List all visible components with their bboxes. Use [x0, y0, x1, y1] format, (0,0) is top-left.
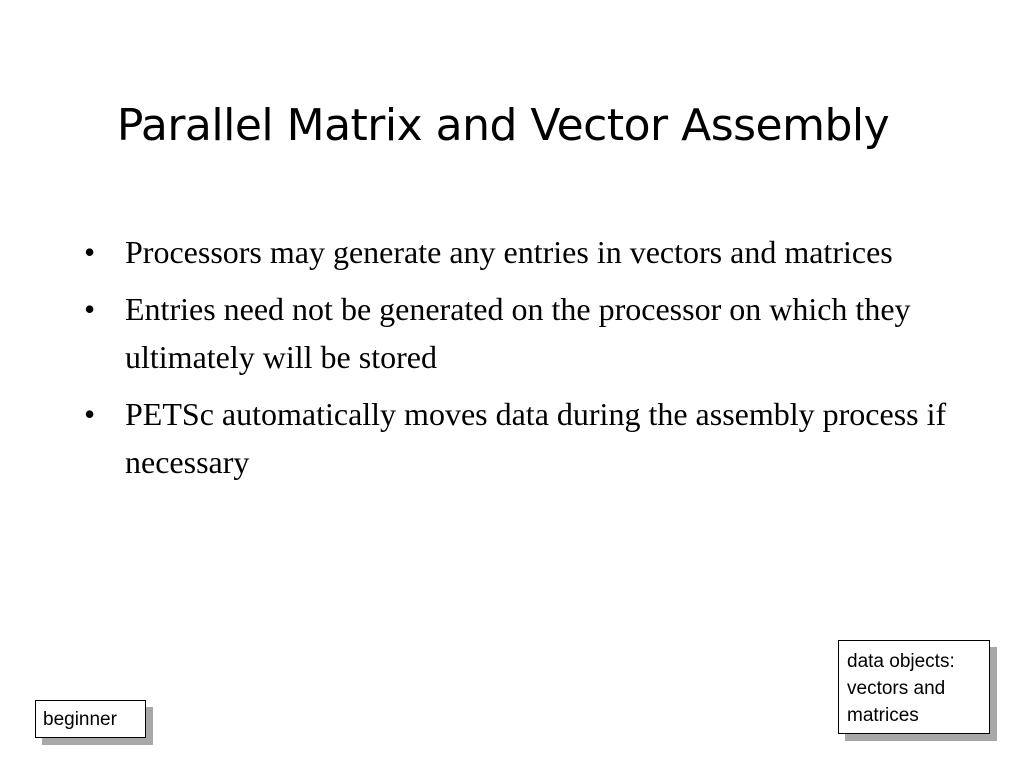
level-tag: beginner — [35, 700, 146, 738]
bullet-text: Entries need not be generated on the processor on which they ultimately will be stored — [125, 291, 911, 375]
bullet-item — [84, 285, 964, 381]
bullet-marker: • — [84, 291, 96, 327]
category-tag: data objects: vectors and matrices — [838, 640, 990, 734]
slide-title: Parallel Matrix and Vector Assembly — [116, 100, 890, 151]
bullet-text: Processors may generate any entries in vectors and matrices — [125, 234, 893, 270]
bullet-marker: • — [84, 234, 96, 270]
bullet-text: PETSc automatically moves data during the assembly process if necessary — [125, 396, 947, 480]
bullet-item — [84, 390, 964, 486]
bullet-item — [84, 228, 964, 276]
bullet-marker: • — [84, 396, 96, 432]
bullet-list — [84, 228, 964, 495]
